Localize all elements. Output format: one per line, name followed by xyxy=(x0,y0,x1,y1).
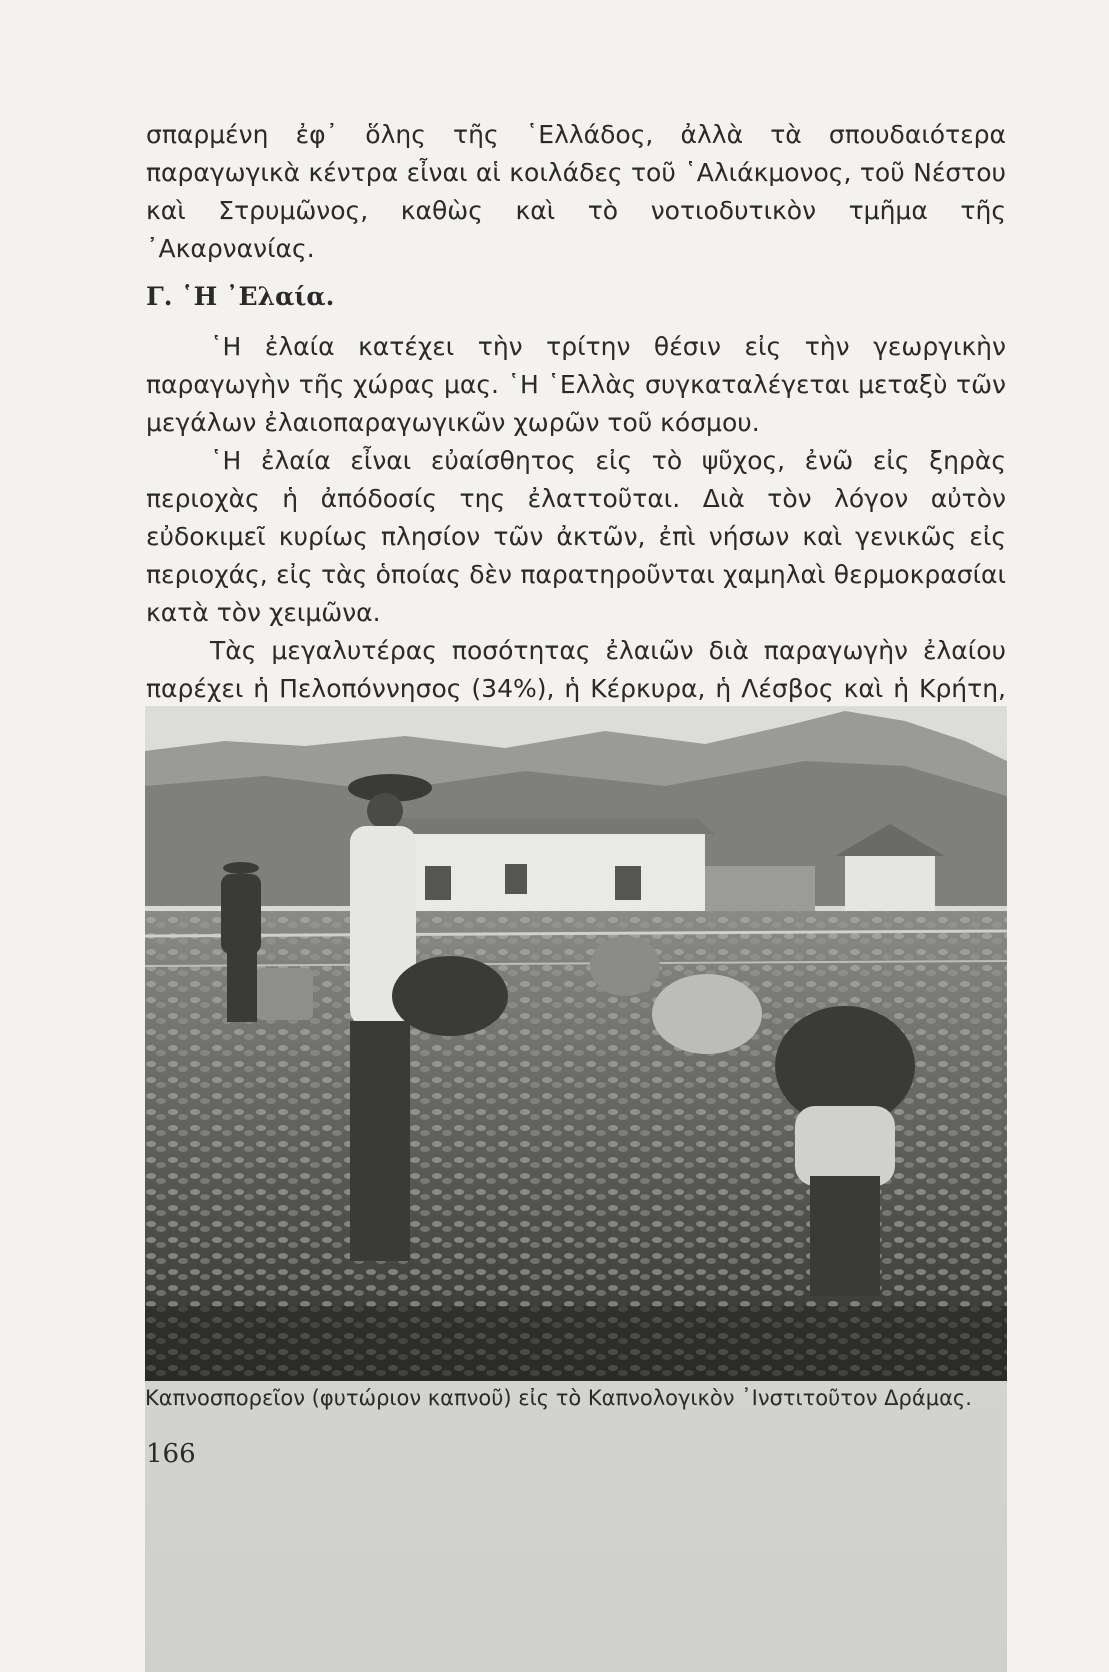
photograph-tobacco-nursery xyxy=(145,706,1007,1672)
paragraph-olive-climate: ῾Η ἐλαία εἶναι εὐαίσθητος εἰς τὸ ψῦχος, ἐνῶ εἰς ξηρὰς περιοχὰς ἡ ἀπόδοσίς της ἐλαττοῦται. Διὰ τὸν λόγον αὐτὸν εὐδοκιμεῖ κυρίως πλησίον τῶν ἀκτῶν, ἐπὶ νήσων καὶ γενικῶς εἰς περιοχάς, εἰς τὰς ὁποίας δὲν παρατηροῦνται χαμηλαὶ θερμοκρασίαι κατὰ τὸν χειμῶνα. xyxy=(146,446,1006,627)
paragraph-olive-intro: ῾Η ἐλαία κατέχει τὴν τρίτην θέσιν εἰς τὴν γεωργικὴν παραγωγὴν τῆς χώρας μας. ῾Η ῾Ελλὰς συγκαταλέγεται μεταξὺ τῶν μεγάλων ἐλαιοπαραγωγικῶν χωρῶν τοῦ κόσμου. xyxy=(146,332,1006,437)
page-number: 166 xyxy=(146,1439,196,1469)
photo-caption: Καπνοσπορεῖον (φυτώριον καπνοῦ) εἰς τὸ Καπνολογικὸν ᾽Ινστιτοῦτον Δράμας. xyxy=(145,1386,972,1410)
body-text xyxy=(146,116,1006,746)
paragraph-continued: σπαρμένη ἐφ᾽ ὅλης τῆς ῾Ελλάδος, ἀλλὰ τὰ σπουδαιότερα παραγωγικὰ κέντρα εἶναι αἱ κοιλάδες τοῦ ῾Αλιάκμονος, τοῦ Νέστου καὶ Στρυμῶνος, καθὼς καὶ τὸ νοτιοδυτικὸν τμῆμα τῆς ᾽Ακαρνανίας. xyxy=(146,120,1006,263)
paragraph-olive-regions: Τὰς μεγαλυτέρας ποσότητας ἐλαιῶν διὰ παραγωγὴν ἐλαίου παρέχει ἡ Πελοπόννησος (34%), ἡ Κέρκυρα, ἡ Λέσβος καὶ ἡ Κρήτη, xyxy=(146,636,1006,703)
section-heading: Γ. ῾Η ᾽Ελαία. xyxy=(146,282,335,311)
